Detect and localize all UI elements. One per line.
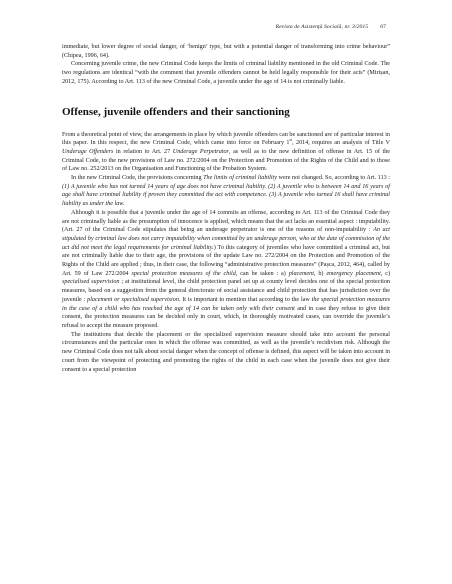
text-run: ) To this category of juveniles who have committed a criminal act, but are not criminally liable due to their age, the provisions of the update Law no. 272/2004 on the Protection and Promotion of the Rights of the Child are applied ; thus, in their case, the following “administrative protection measures” (Pașca, 2012, 464), called by Art. 59 of Law 272/2004: [62, 244, 390, 277]
text-run: can be taken : a): [237, 270, 289, 277]
text-run: ; at institutional level, the child protection panel set up at county level decides one of the special protection measures, based on a suggestion from the general directorate of social assistance and child protection that has jurisdiction over the juvenile :: [62, 279, 390, 303]
body-text: [62, 43, 390, 374]
paragraph: [62, 174, 390, 209]
italic-run: The limits of criminal liability: [203, 175, 277, 182]
section-heading: Offense, juvenile offenders and their sanctioning: [62, 105, 290, 118]
italic-run: placement or specialised supervision: [87, 296, 179, 303]
running-header: [62, 24, 386, 30]
italic-run: (1) A juvenile who has not turned 14 years of age does not have criminal liability. (2) A juvenile who is between 14 and 16 years of age shall have criminal liability if proven they committed the act with competence. (3) A juvenile who turned 16 shall have criminal liability as under the law.: [62, 183, 390, 208]
italic-run: specialised supervision: [62, 279, 120, 286]
text-run: . It is important to mention that according to the law: [178, 296, 312, 303]
paragraph: The institutions that decide the placement or the specialized supervision measure should take into account the personal circumstances and the particular ones in which the offense was committed, as well as the juvenile’s recidivism risk. Although the new Criminal Code does not talk about social danger when the concept of offense is defined, this aspect will be taken into account in court from the viewpoint of protecting and promoting the rights of the child in each case when the juvenile does not give their consent to a special protection: [62, 331, 390, 373]
superscript: st: [289, 137, 293, 143]
italic-run: special protection measures of the child,: [131, 270, 238, 277]
text-run: in relation to Art. 27: [113, 148, 173, 155]
paragraph: immediate, but lower degree of social danger, of ‘benign’ type, but with a potential danger of transforming into crime behaviour” (Chipea, 1996, 64).: [62, 44, 390, 59]
italic-run: Underage Offenders: [62, 148, 114, 155]
text-run: Although it is possible that a juvenile under the age of 14 commits an offense, according to Art. 113 of the Criminal Code they are not criminally liable as the presumption of innocence is applied, which means that the act lacks an essential aspect : imputability. (Art. 27 of the Criminal Code stipulates that being an underage perpetrator is one of the reasons of non-imputability :: [62, 209, 390, 234]
italic-run: the special protection measures in the case of a child who has reached the age of 14 can be taken only with their consent: [62, 296, 391, 312]
italic-run: placement: [288, 270, 314, 277]
page-number: 67: [380, 24, 386, 30]
italic-run: Underage Perpetrator: [172, 148, 229, 155]
text-run: and in case they refuse to give their consent, the protection measures can be decided only in court, which, in thoroughly motivated cases, can override the juvenile’s refusal to accept the measure proposed.: [62, 305, 390, 329]
paragraph: [62, 209, 390, 331]
paragraph: [62, 131, 390, 175]
journal-title: Revista de Asistență Socială, nr. 3/2015: [275, 24, 369, 30]
text-run: , 2014, requires an analysis of Title V: [292, 140, 390, 147]
text-run: From a theoretical point of view, the arrangements in place by which juvenile offenders can be sanctioned are of particular interest in this paper. In this respect, the new Criminal Code, which came into force on February 1: [62, 131, 390, 147]
italic-run: emergency placement: [326, 270, 381, 277]
text-run: , b): [313, 270, 327, 277]
italic-run: An act stipulated by criminal law does not carry imputability when committed by an underage person, who at the date of commission of the act did not meet the legal requirements for criminal liability.: [62, 227, 391, 251]
text-run: were not changed. So, according to Art. 113 :: [276, 175, 390, 182]
text-run: , as well as to the new definition of offense in Art. 15 of the Criminal Code, to the new provisions of Law no. 272/2004 on the Protection and Promotion of the Rights of the Child and to those of Law no. 252/2013 on the Organisation and Functioning of the Probation System.: [62, 148, 390, 173]
text-run: , c): [380, 270, 390, 277]
paragraph: Concerning juvenile crime, the new Criminal Code keeps the limits of criminal liability mentioned in the old Criminal Code. The two regulations are identical “with the comment that juvenile offenders cannot be held legally responsible for their acts” (Mirișan, 2012, 175). According to Art. 113 of the new Criminal Code, a juvenile under the age of 14 is not criminally liable.: [62, 61, 390, 85]
text-run: In the new Criminal Code, the provisions concerning: [71, 175, 204, 182]
